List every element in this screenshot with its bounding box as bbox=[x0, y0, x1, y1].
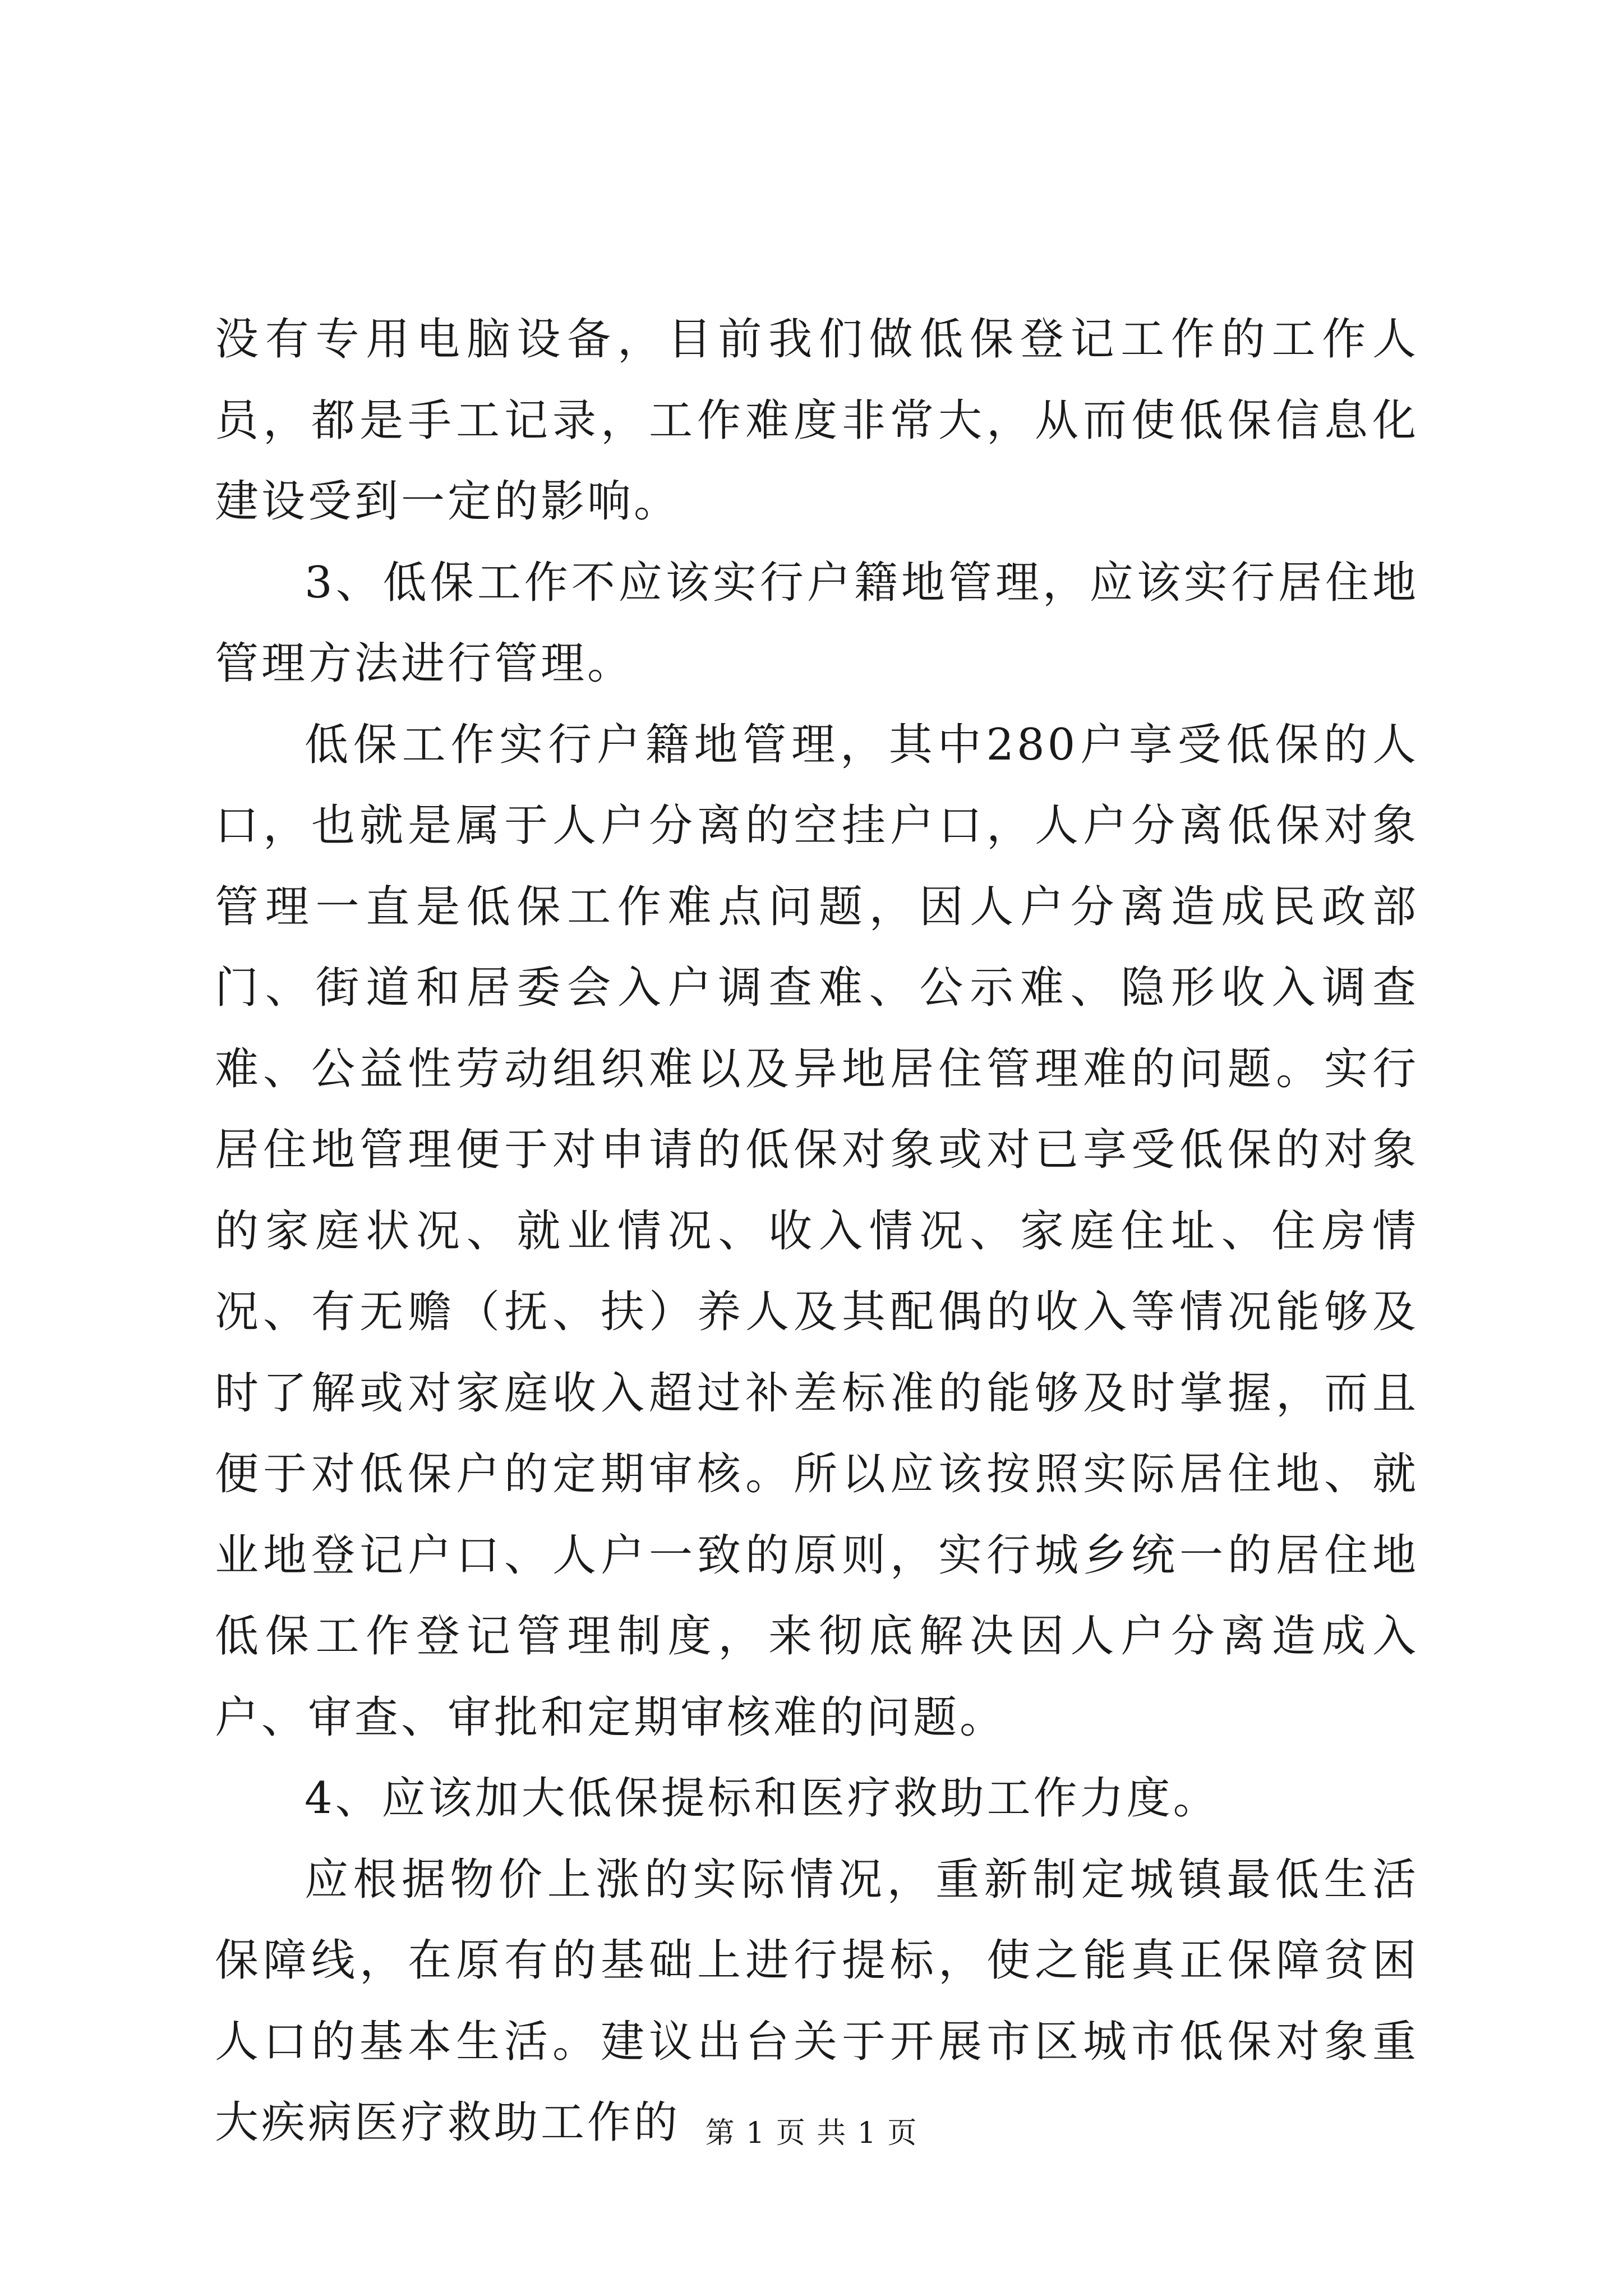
page-footer: 第 1 页 共 1 页 bbox=[705, 2116, 918, 2150]
paragraph-1: 没有专用电脑设备，目前我们做低保登记工作的工作人员，都是手工记录，工作难度非常大，从而使低保信息化建设受到一定的影响。 bbox=[215, 314, 1419, 527]
paragraph-4-heading: 4、应该加大低保提标和医疗救助工作力度。 bbox=[305, 1773, 1220, 1824]
document-body bbox=[215, 299, 1419, 2164]
paragraph-2-heading: 3、低保工作不应该实行户籍地管理，应该实行居住地管理方法进行管理。 bbox=[215, 557, 1419, 689]
paragraph-3: 低保工作实行户籍地管理，其中280户享受低保的人口，也就是属于人户分离的空挂户口，人户分离低保对象管理一直是低保工作难点问题，因人户分离造成民政部门、街道和居委会入户调查难、公示难、隐形收入调查难、公益性劳动组织难以及异地居住管理难的问题。实行居住地管理便于对申请的低保对象或对已享受低保的对象的家庭状况、就业情况、收入情况、家庭住址、住房情况、有无赡（抚、扶）养人及其配偶的收入等情况能够及时了解或对家庭收入超过补差标准的能够及时掌握，而且便于对低保户的定期审核。所以应该按照实际居住地、就业地登记户口、人户一致的原则，实行城乡统一的居住地低保工作登记管理制度，来彻底解决因人户分离造成入户、审查、审批和定期审核难的问题。 bbox=[215, 719, 1419, 1743]
paragraph-5: 应根据物价上涨的实际情况，重新制定城镇最低生活保障线，在原有的基础上进行提标，使之能真正保障贫困人口的基本生活。建议出台关于开展市区城市低保对象重大疾病医疗救助工作的 bbox=[215, 1854, 1419, 2148]
